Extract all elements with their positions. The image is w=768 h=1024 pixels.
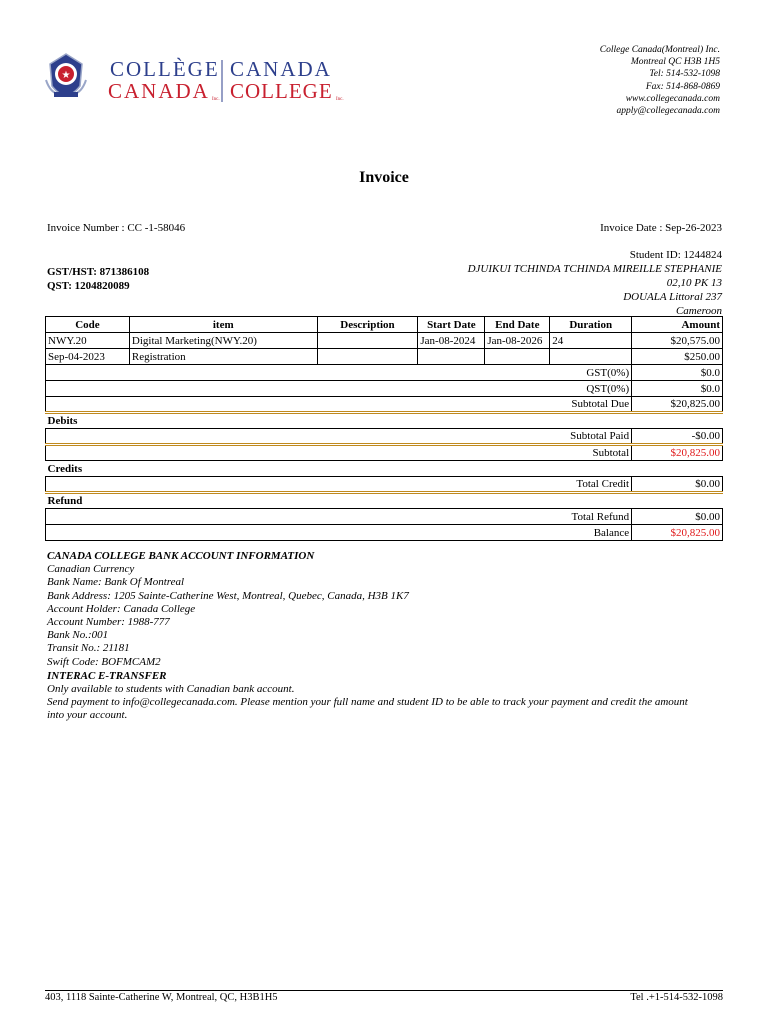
student-country: Cameroon xyxy=(675,305,722,317)
interac-heading: INTERAC E-TRANSFER xyxy=(47,669,167,682)
account-holder: Account Holder: Canada College xyxy=(47,602,196,615)
subtotal-paid-row xyxy=(46,429,723,445)
credits-heading: Credits xyxy=(46,461,723,477)
student-address-1: 02,10 PK 13 xyxy=(666,277,722,289)
row-description xyxy=(317,333,418,349)
svg-text:Inc.: Inc. xyxy=(212,97,220,102)
table-row xyxy=(46,349,723,365)
header-duration: Duration xyxy=(550,317,632,333)
subtotal-due-value: $20,825.00 xyxy=(632,397,723,413)
bank-info xyxy=(47,550,707,723)
total-credit-label: Total Credit xyxy=(46,477,632,493)
company-fax: Fax: 514-868-0869 xyxy=(645,81,720,92)
footer-address: 403, 1118 Sainte-Catherine W, Montreal, QC, H3B1H5 xyxy=(45,992,278,1003)
header-item: item xyxy=(129,317,317,333)
total-refund-value: $0.00 xyxy=(632,509,723,525)
college-logo xyxy=(44,52,354,108)
qst-row xyxy=(46,381,723,397)
row-code: NWY.20 xyxy=(46,333,130,349)
balance-label: Balance xyxy=(46,525,632,541)
footer-phone: Tel .+1-514-532-1098 xyxy=(630,992,723,1003)
row-description xyxy=(317,349,418,365)
header-description: Description xyxy=(317,317,418,333)
subtotal-due-label: Subtotal Due xyxy=(46,397,632,413)
subtotal-due-row xyxy=(46,397,723,413)
subtotal-paid-value: -$0.00 xyxy=(632,429,723,445)
header-end-date: End Date xyxy=(485,317,550,333)
subtotal-value: $20,825.00 xyxy=(632,445,723,461)
row-start-date: Jan-08-2024 xyxy=(418,333,485,349)
header-start-date: Start Date xyxy=(418,317,485,333)
gst-row xyxy=(46,365,723,381)
college-crest-icon xyxy=(44,52,354,108)
svg-text:★: ★ xyxy=(61,70,71,81)
bank-heading: CANADA COLLEGE BANK ACCOUNT INFORMATION xyxy=(47,550,315,562)
row-code: Sep-04-2023 xyxy=(46,349,130,365)
company-website: www.collegecanada.com xyxy=(625,93,720,104)
footer-divider xyxy=(45,990,723,991)
total-refund-label: Total Refund xyxy=(46,509,632,525)
gst-value: $0.0 xyxy=(632,365,723,381)
gst-label: GST(0%) xyxy=(46,365,632,381)
student-name: DJUIKUI TCHINDA TCHINDA MIREILLE STEPHANIE xyxy=(467,263,722,275)
subtotal-row xyxy=(46,445,723,461)
transit-number: Transit No.: 21181 xyxy=(47,642,130,655)
debits-heading: Debits xyxy=(46,413,723,429)
interac-line-1: Only available to students with Canadian bank account. xyxy=(47,683,295,696)
bank-currency: Canadian Currency xyxy=(47,563,135,576)
row-duration xyxy=(550,349,632,365)
row-item: Registration xyxy=(129,349,317,365)
total-credit-value: $0.00 xyxy=(632,477,723,493)
row-start-date xyxy=(418,349,485,365)
row-end-date: Jan-08-2026 xyxy=(485,333,550,349)
debits-row xyxy=(46,413,723,429)
gst-number: GST/HST: 871386108 xyxy=(47,266,150,278)
company-info xyxy=(600,44,720,117)
refund-heading: Refund xyxy=(46,493,723,509)
total-refund-row xyxy=(46,509,723,525)
row-amount: $20,575.00 xyxy=(632,333,723,349)
qst-value: $0.0 xyxy=(632,381,723,397)
company-tel: Tel: 514-532-1098 xyxy=(649,69,720,80)
bank-name: Bank Name: Bank Of Montreal xyxy=(47,576,185,589)
balance-row xyxy=(46,525,723,541)
company-city: Montreal QC H3B 1H5 xyxy=(630,57,720,68)
row-amount: $250.00 xyxy=(632,349,723,365)
row-end-date xyxy=(485,349,550,365)
balance-value: $20,825.00 xyxy=(632,525,723,541)
company-email: apply@collegecanada.com xyxy=(616,106,720,117)
header-code: Code xyxy=(46,317,130,333)
interac-line-2: Send payment to info@collegecanada.com. Please mention your full name and student ID to be able to track your payment and credit the amount into your account. xyxy=(47,696,688,722)
bank-number: Bank No.:001 xyxy=(47,629,109,642)
bank-address: Bank Address: 1205 Sainte-Catherine West, Montreal, Quebec, Canada, H3B 1K7 xyxy=(47,589,409,602)
company-name: College Canada(Montreal) Inc. xyxy=(599,45,720,55)
invoice-date: Invoice Date : Sep-26-2023 xyxy=(600,222,722,234)
row-item: Digital Marketing(NWY.20) xyxy=(129,333,317,349)
svg-text:Inc.: Inc. xyxy=(336,97,344,102)
svg-text:CANADA: CANADA xyxy=(108,79,210,103)
svg-text:CANADA: CANADA xyxy=(230,57,332,81)
total-credit-row xyxy=(46,477,723,493)
tax-numbers xyxy=(47,265,149,293)
page-title: Invoice xyxy=(359,169,409,186)
swift-code: Swift Code: BOFMCAM2 xyxy=(47,655,161,668)
invoice-table xyxy=(45,316,723,541)
subtotal-paid-label: Subtotal Paid xyxy=(46,429,632,445)
svg-text:COLLEGE: COLLEGE xyxy=(230,79,333,103)
row-duration: 24 xyxy=(550,333,632,349)
credits-row xyxy=(46,461,723,477)
subtotal-label: Subtotal xyxy=(46,445,632,461)
qst-label: QST(0%) xyxy=(46,381,632,397)
table-header-row xyxy=(46,317,723,333)
student-address-2: DOUALA Littoral 237 xyxy=(623,291,722,303)
table-row xyxy=(46,333,723,349)
qst-number: QST: 1204820089 xyxy=(47,280,130,292)
interac-section xyxy=(47,670,707,723)
refund-row xyxy=(46,493,723,509)
header-amount: Amount xyxy=(632,317,723,333)
svg-text:COLLÈGE: COLLÈGE xyxy=(110,57,220,81)
invoice-number: Invoice Number : CC -1-58046 xyxy=(47,222,186,234)
student-id: Student ID: 1244824 xyxy=(629,249,722,261)
student-info xyxy=(468,248,722,318)
account-number: Account Number: 1988-777 xyxy=(47,616,170,629)
